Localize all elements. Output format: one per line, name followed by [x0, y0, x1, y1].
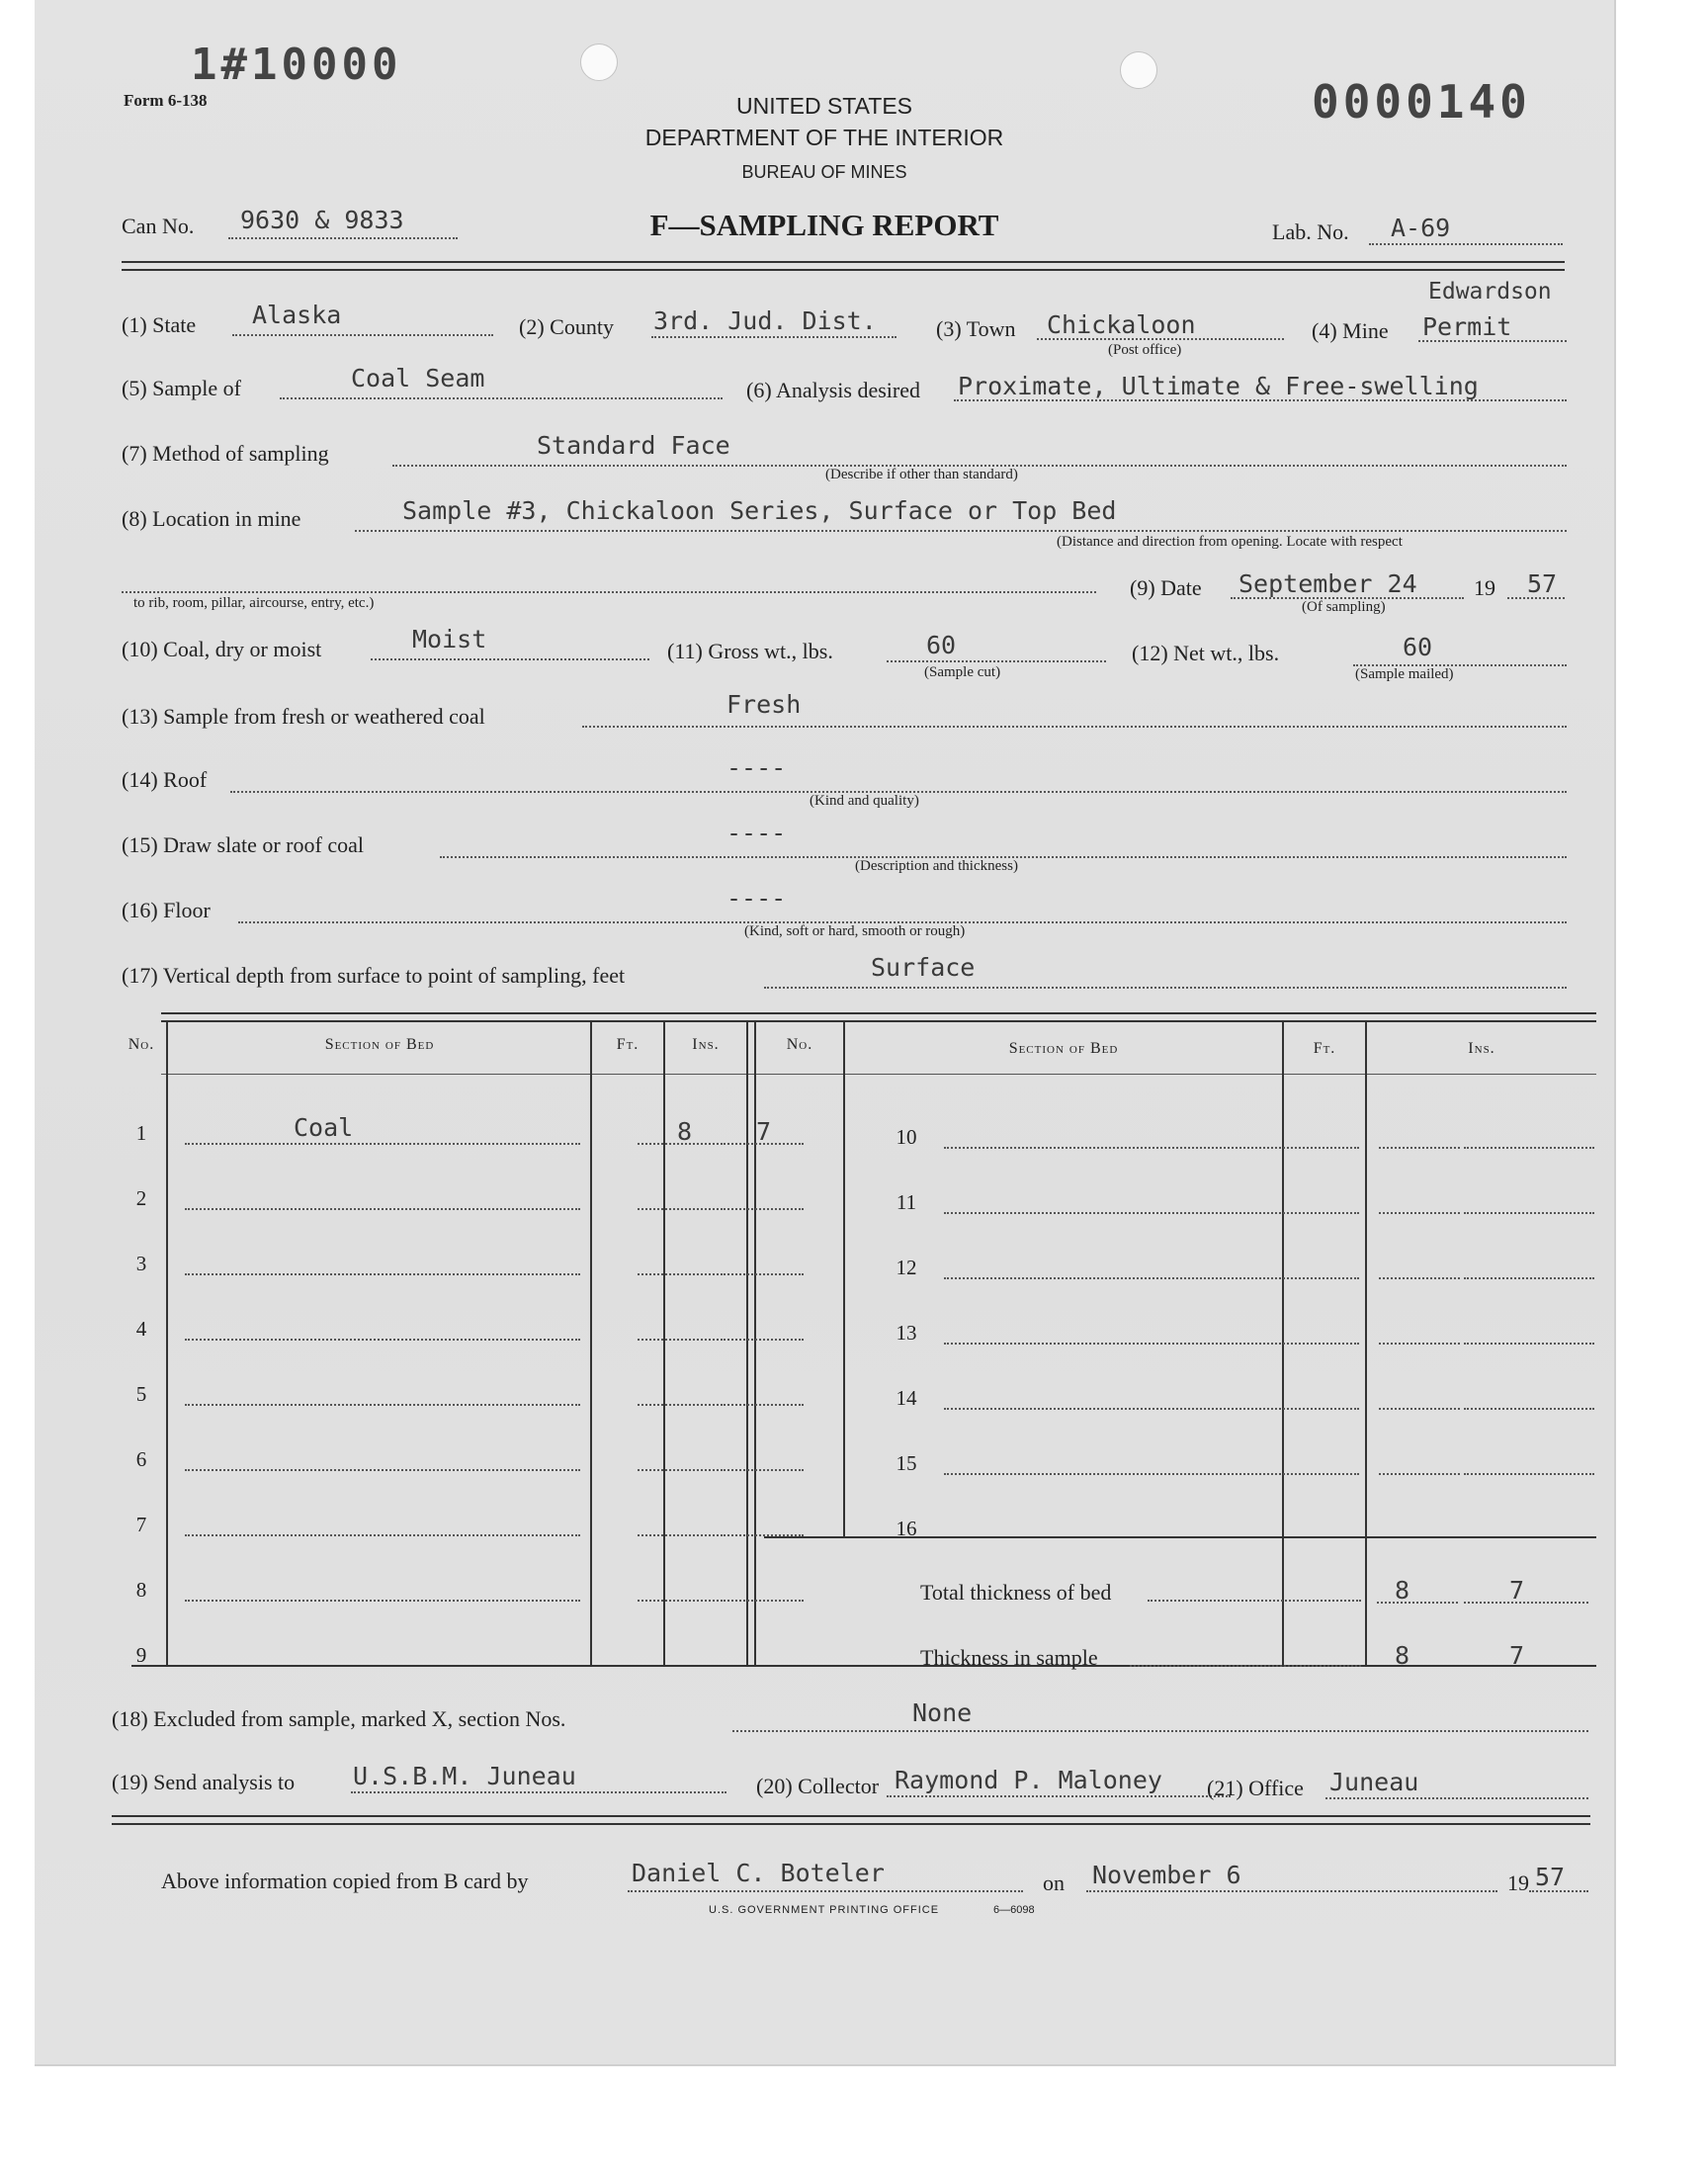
fresh-label: (13) Sample from fresh or weathered coal [122, 704, 485, 729]
form-sheet [35, 0, 1616, 2066]
can-value: 9630 & 9833 [240, 206, 404, 234]
net-label: (12) Net wt., lbs. [1132, 641, 1280, 665]
location-note-2: to rib, room, pillar, aircourse, entry, etc.) [133, 595, 375, 611]
draw-note: (Description and thickness) [855, 858, 1018, 874]
copied-label: Above information copied from B card by [161, 1869, 529, 1893]
county-value: 3rd. Jud. Dist. [653, 306, 877, 335]
row-number: 8 [135, 1578, 147, 1602]
col-ft-right: Ft. [1313, 1040, 1336, 1057]
printing-code: 6—6098 [993, 1904, 1035, 1916]
total-ins: 7 [1509, 1576, 1525, 1605]
draw-label: (15) Draw slate or roof coal [122, 832, 364, 857]
collector-value: Raymond P. Maloney [895, 1766, 1162, 1794]
punch-hole [580, 44, 618, 81]
row-number: 6 [135, 1447, 147, 1471]
row-number: 2 [135, 1186, 147, 1210]
depth-label: (17) Vertical depth from surface to point of sampling, feet [122, 963, 626, 988]
total-ft: 8 [1395, 1576, 1410, 1605]
copied-value: Daniel C. Boteler [632, 1859, 885, 1887]
lab-label: Lab. No. [1272, 219, 1349, 244]
form-number: Form 6-138 [124, 91, 208, 110]
printing-office: U.S. GOVERNMENT PRINTING OFFICE [709, 1904, 940, 1916]
location-label: (8) Location in mine [122, 506, 301, 531]
date-note: (Of sampling) [1302, 599, 1386, 615]
mine-value-top: Edwardson [1428, 279, 1552, 304]
on-value: November 6 [1092, 1861, 1241, 1889]
row-number: 5 [135, 1382, 147, 1406]
floor-value: ---- [726, 884, 787, 913]
row-number: 9 [135, 1643, 147, 1667]
method-label: (7) Method of sampling [122, 441, 329, 466]
stamp-top-left: 1#10000 [191, 40, 402, 90]
excluded-value: None [912, 1698, 973, 1727]
date-label: (9) Date [1130, 575, 1202, 600]
fresh-value: Fresh [726, 690, 802, 719]
lab-value: A-69 [1391, 214, 1451, 242]
sample-of-value: Coal Seam [351, 364, 485, 392]
roof-value: ---- [726, 753, 787, 782]
net-value: 60 [1403, 633, 1433, 661]
state-value: Alaska [252, 301, 342, 329]
analysis-label: (6) Analysis desired [746, 378, 920, 402]
year-prefix: 19 [1507, 1870, 1529, 1895]
col-ft-left: Ft. [616, 1036, 640, 1053]
gross-label: (11) Gross wt., lbs. [667, 639, 833, 663]
header-line2: DEPARTMENT OF THE INTERIOR [644, 125, 1004, 150]
total-thickness-label: Total thickness of bed [920, 1580, 1112, 1605]
coal-value: Moist [412, 625, 487, 653]
col-no-left: No. [128, 1036, 155, 1053]
header-line1: UNITED STATES [735, 93, 913, 119]
stamp-top-right: 0000140 [1312, 75, 1531, 129]
state-label: (1) State [122, 312, 197, 337]
analysis-value: Proximate, Ultimate & Free-swelling [958, 372, 1479, 400]
location-value: Sample #3, Chickaloon Series, Surface or Top Bed [402, 496, 1117, 525]
header-line3: BUREAU OF MINES [741, 162, 907, 182]
sample-ft: 8 [1395, 1641, 1410, 1670]
location-note: (Distance and direction from opening. Locate with respect [1057, 534, 1403, 550]
row-number: 14 [896, 1386, 917, 1410]
row-number: 7 [135, 1513, 147, 1536]
office-label: (21) Office [1207, 1776, 1304, 1800]
gross-note: (Sample cut) [924, 664, 1001, 680]
col-ins-right: Ins. [1468, 1040, 1495, 1057]
county-label: (2) County [519, 314, 614, 339]
row-number: 15 [896, 1451, 917, 1475]
year-value: 57 [1535, 1863, 1566, 1891]
draw-value: ---- [726, 819, 787, 847]
row-number: 12 [896, 1256, 917, 1279]
row-number: 4 [135, 1317, 147, 1341]
row-number: 10 [896, 1125, 917, 1149]
date-year: 57 [1527, 569, 1558, 598]
row-number: 3 [135, 1252, 147, 1275]
row-number: 16 [896, 1517, 917, 1540]
method-value: Standard Face [537, 431, 730, 460]
ft-value: 8 [677, 1117, 693, 1146]
net-note: (Sample mailed) [1355, 666, 1454, 682]
coal-label: (10) Coal, dry or moist [122, 637, 322, 661]
send-label: (19) Send analysis to [112, 1770, 296, 1794]
date-value: September 24 [1238, 569, 1417, 598]
on-label: on [1043, 1870, 1065, 1895]
town-label: (3) Town [936, 316, 1016, 341]
roof-note: (Kind and quality) [810, 793, 919, 809]
town-value: Chickaloon [1047, 310, 1196, 339]
form-title: F—SAMPLING REPORT [649, 208, 999, 242]
col-ins-left: Ins. [692, 1036, 720, 1053]
can-label: Can No. [122, 214, 195, 238]
sample-of-label: (5) Sample of [122, 376, 241, 400]
floor-note: (Kind, soft or hard, smooth or rough) [744, 923, 966, 939]
sample-ins: 7 [1509, 1641, 1525, 1670]
row-number: 11 [896, 1190, 917, 1214]
mine-label: (4) Mine [1312, 318, 1389, 343]
punch-hole [1120, 51, 1157, 89]
gross-value: 60 [926, 631, 957, 659]
collector-label: (20) Collector [756, 1774, 880, 1798]
method-note: (Describe if other than standard) [825, 467, 1018, 482]
col-no-right: No. [786, 1036, 813, 1053]
col-section-right: Section of Bed [1008, 1040, 1119, 1057]
excluded-label: (18) Excluded from sample, marked X, section Nos. [112, 1706, 566, 1731]
roof-label: (14) Roof [122, 767, 208, 792]
depth-value: Surface [871, 953, 976, 982]
town-note: (Post office) [1108, 342, 1182, 358]
date-year-prefix: 19 [1474, 575, 1495, 600]
col-section-left: Section of Bed [324, 1036, 435, 1053]
sample-thickness-label: Thickness in sample [920, 1645, 1098, 1670]
section-value: Coal [294, 1113, 354, 1142]
mine-value: Permit [1422, 312, 1512, 341]
office-value: Juneau [1329, 1768, 1419, 1796]
floor-label: (16) Floor [122, 898, 211, 922]
row-number: 1 [135, 1121, 147, 1145]
send-value: U.S.B.M. Juneau [353, 1762, 576, 1790]
ins-value: 7 [756, 1117, 772, 1146]
row-number: 13 [896, 1321, 917, 1345]
